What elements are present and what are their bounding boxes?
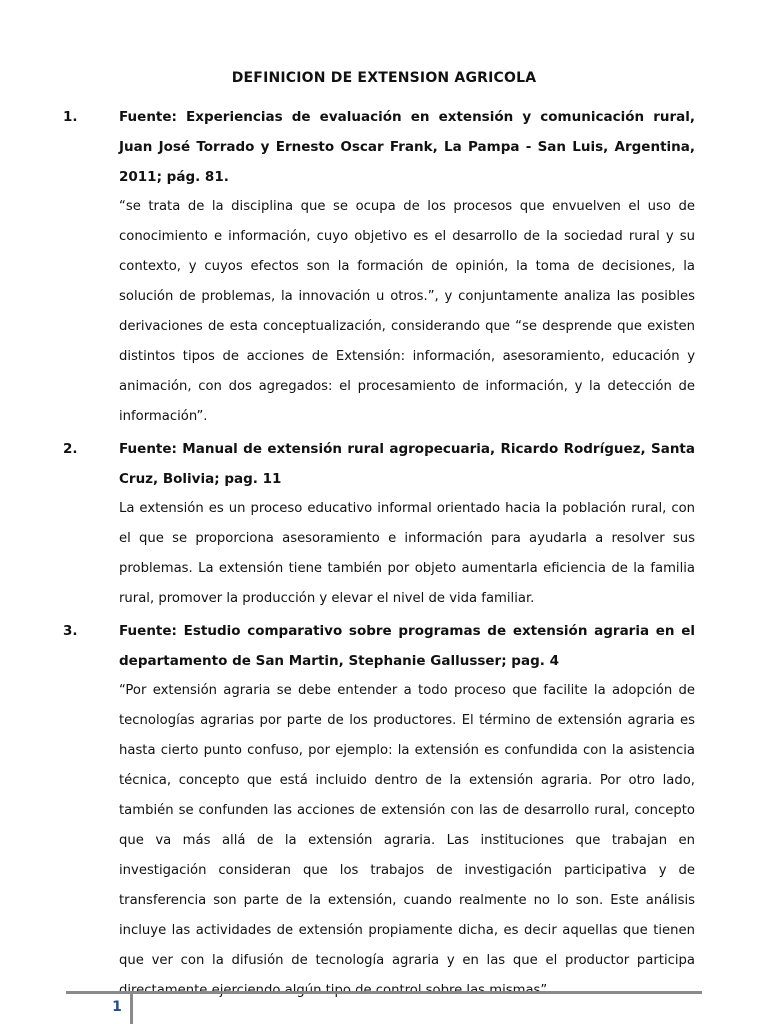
list-item-number: 1. xyxy=(63,109,78,125)
list-item xyxy=(63,434,695,614)
list-item-number: 3. xyxy=(63,623,78,639)
source-list xyxy=(63,102,695,1006)
definition-paragraph: “se trata de la disciplina que se ocupa de los procesos que envuelven el uso de conocimiento e información, cuyo objetivo es el desarrollo de la sociedad rural y su contexto, y cuyos efectos son la formación de opinión, la toma de decisiones, la solución de problemas, la innovación u otros.”, y conjuntamente analiza las posibles derivaciones de esta conceptualización, considerando que “se desprende que existen distintos tipos de acciones de Extensión: información, asesoramiento, educación y animación, con dos agregados: el procesamiento de información, y la detección de información”. xyxy=(119,199,695,424)
source-citation: Fuente: Experiencias de evaluación en extensión y comunicación rural, Juan José Torrado y Ernesto Oscar Frank, La Pampa - San Luis, Argentina, 2011; pág. 81. xyxy=(119,109,695,185)
footer-divider xyxy=(130,993,133,1024)
list-item xyxy=(63,102,695,432)
definition-paragraph: La extensión es un proceso educativo informal orientado hacia la población rural, con el que se proporciona asesoramiento e información para ayudarla a resolver sus problemas. La extensión tiene también por objeto aumentarla eficiencia de la familia rural, promover la producción y elevar el nivel de vida familiar. xyxy=(119,501,695,606)
page-number: 1 xyxy=(112,999,122,1015)
footer-rule xyxy=(66,991,702,994)
list-item-number: 2. xyxy=(63,441,78,457)
document-title: DEFINICION DE EXTENSION AGRICOLA xyxy=(231,70,537,86)
list-item xyxy=(63,616,695,1006)
definition-paragraph: “Por extensión agraria se debe entender a todo proceso que facilite la adopción de tecnologías agrarias por parte de los productores. El término de extensión agraria es hasta cierto punto confuso, por ejemplo: la extensión es confundida con la asistencia técnica, concepto que está incluido dentro de la extensión agraria. Por otro lado, también se confunden las acciones de extensión con las de desarrollo rural, concepto que va más allá de la extensión agraria. Las instituciones que trabajan en investigación consideran que los trabajos de investigación participativa y de transferencia son parte de la extensión, cuando realmente no lo son. Este análisis incluye las actividades de extensión propiamente dicha, es decir aquellas que tienen que ver con la difusión de tecnología agraria y en las que el productor participa xyxy=(119,683,695,968)
source-citation: Fuente: Estudio comparativo sobre programas de extensión agraria en el departamento de San Martin, Stephanie Gallusser; pag. 4 xyxy=(119,623,695,669)
source-citation: Fuente: Manual de extensión rural agropecuaria, Ricardo Rodríguez, Santa Cruz, Bolivia; pag. 11 xyxy=(119,441,695,487)
